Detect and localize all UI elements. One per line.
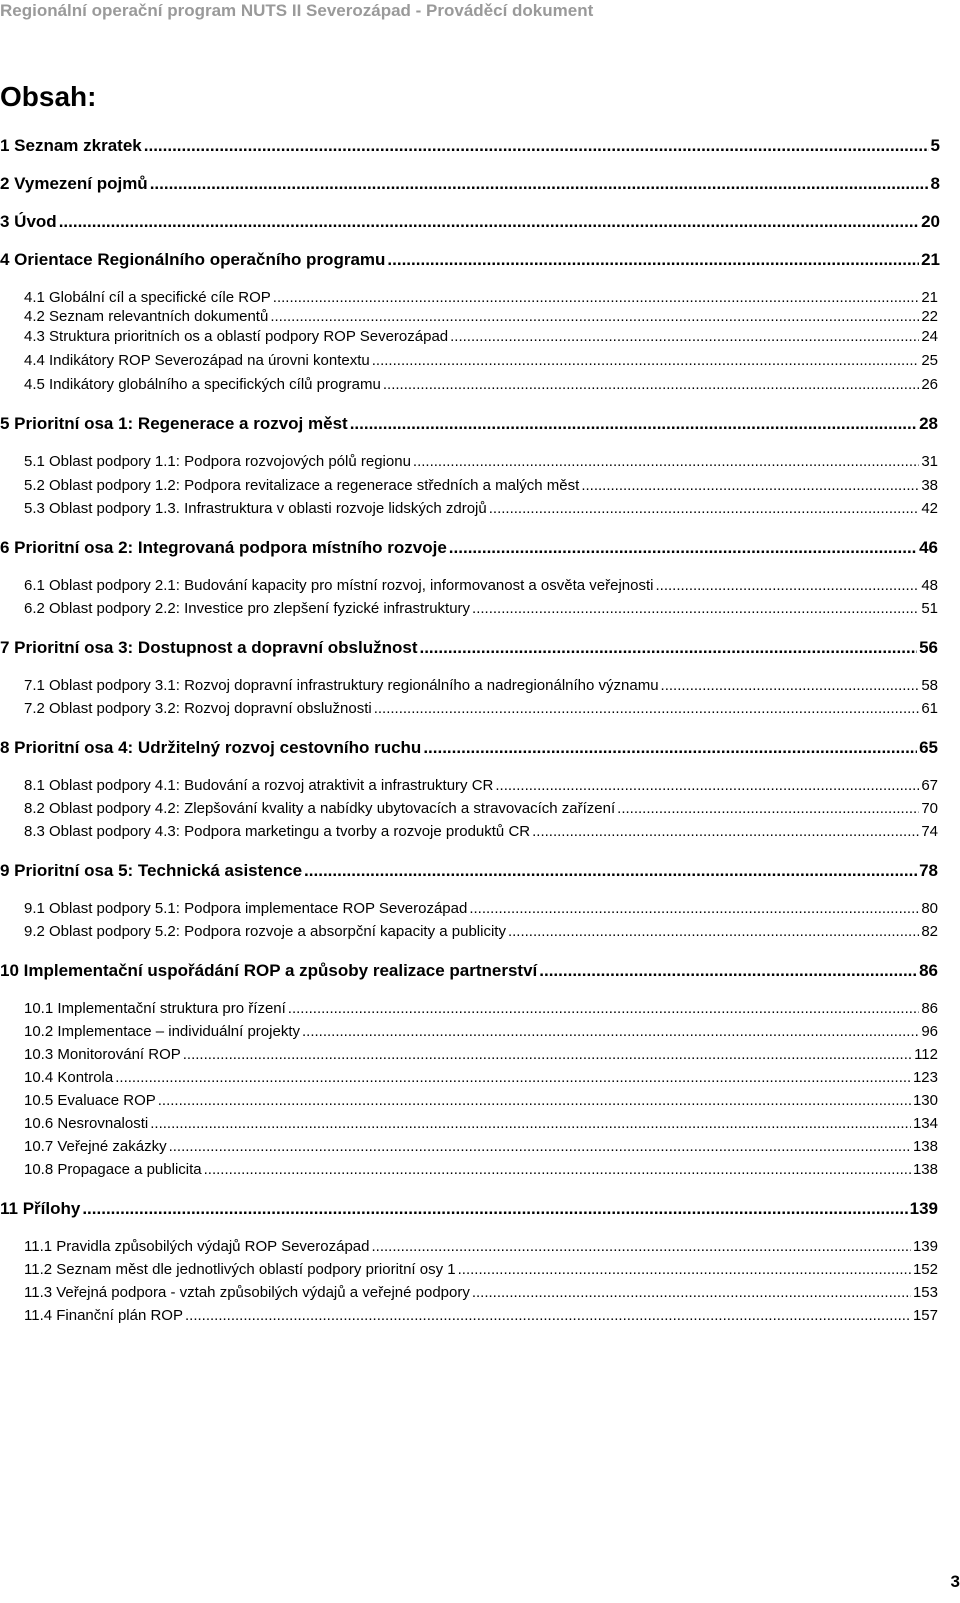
toc-entry[interactable] [24,308,938,325]
toc-leader-dots [423,738,917,758]
toc-leader-dots [387,250,919,270]
toc-leader-dots [374,700,920,717]
toc-entry[interactable] [24,923,938,940]
toc-entry[interactable] [24,1138,938,1155]
toc-entry-page: 22 [921,308,938,325]
toc-entry-page: 138 [912,1138,938,1155]
toc-entry-label: 6.1 Oblast podpory 2.1: Budování kapacity pro místní rozvoj, informovanost a osvěta veřejnosti [24,577,654,594]
toc-entry-label: 5.2 Oblast podpory 1.2: Podpora revitalizace a regenerace středních a malých měst [24,477,580,494]
toc-entry-label: 10 Implementační uspořádání ROP a způsoby realizace partnerství [0,961,538,980]
toc-leader-dots [489,500,920,517]
page-number: 3 [950,1572,960,1591]
toc-entry-page: 25 [921,352,938,369]
toc-entry[interactable] [24,1069,938,1086]
toc-entry-page: 138 [912,1161,938,1178]
toc-entry-label: 10.6 Nesrovnalosti [24,1115,149,1132]
toc-entry-page: 74 [921,823,938,840]
toc-leader-dots [383,376,919,393]
toc-entry[interactable] [0,638,938,658]
toc-leader-dots [539,961,917,981]
toc-entry-page: 86 [921,1000,938,1017]
toc-leader-dots [656,577,920,594]
toc-entry[interactable] [24,1046,938,1063]
toc-entry-page: 152 [912,1261,938,1278]
toc-entry[interactable] [24,1092,938,1109]
toc-leader-dots [144,136,929,156]
toc-entry-page: 67 [921,777,938,794]
toc-entry-page: 80 [921,900,938,917]
toc-entry-page: 96 [921,1023,938,1040]
toc-leader-dots [372,352,920,369]
toc-leader-dots [472,600,919,617]
toc-leader-dots [458,1261,911,1278]
toc-leader-dots [472,1284,911,1301]
toc-entry-page: 42 [921,500,938,517]
toc-entry-page: 46 [919,538,938,557]
toc-entry[interactable] [24,600,938,617]
toc-entry-page: 130 [912,1092,938,1109]
toc-entry[interactable] [0,861,938,881]
toc-entry-page: 82 [921,923,938,940]
toc-entry-label: 10.8 Propagace a publicita [24,1161,202,1178]
toc-entry-page: 28 [919,414,938,433]
toc-entry[interactable] [0,1199,938,1219]
toc-entry-label: 2 Vymezení pojmů [0,174,148,193]
toc-entry[interactable] [24,1023,938,1040]
toc-leader-dots [508,923,919,940]
toc-entry-label: 4.4 Indikátory ROP Severozápad na úrovni kontextu [24,352,370,369]
toc-entry[interactable] [24,376,938,393]
toc-entry-label: 4.2 Seznam relevantních dokumentů [24,308,269,325]
toc-entry-label: 4 Orientace Regionálního operačního programu [0,250,386,269]
toc-entry-page: 153 [912,1284,938,1301]
toc-entry-page: 31 [921,453,938,470]
toc-entry-label: 5 Prioritní osa 1: Regenerace a rozvoj měst [0,414,348,433]
toc-leader-dots [185,1307,911,1324]
toc-entry[interactable] [0,738,938,758]
toc-leader-dots [59,212,919,232]
toc-entry[interactable] [24,800,938,817]
toc-entry[interactable] [0,538,938,558]
toc-leader-dots [270,308,919,325]
toc-entry[interactable] [24,1284,938,1301]
toc-leader-dots [495,777,919,794]
toc-leader-dots [450,328,919,345]
toc-leader-dots [532,823,919,840]
toc-entry-label: 7 Prioritní osa 3: Dostupnost a dopravní obslužnost [0,638,418,657]
toc-leader-dots [304,861,917,881]
toc-entry[interactable] [24,677,938,694]
toc-leader-dots [150,1115,911,1132]
toc-leader-dots [82,1199,907,1219]
toc-entry[interactable] [24,777,938,794]
toc-entry-label: 5.1 Oblast podpory 1.1: Podpora rozvojových pólů regionu [24,453,411,470]
toc-entry[interactable] [24,453,938,470]
toc-entry-label: 11.4 Finanční plán ROP [24,1307,183,1324]
toc-entry-label: 7.2 Oblast podpory 3.2: Rozvoj dopravní obslužnosti [24,700,372,717]
toc-leader-dots [419,638,917,658]
toc-leader-dots [371,1238,910,1255]
toc-entry-label: 11.1 Pravidla způsobilých výdajů ROP Severozápad [24,1238,370,1255]
toc-entry-label: 6 Prioritní osa 2: Integrovaná podpora místního rozvoje [0,538,447,557]
toc-entry-label: 9 Prioritní osa 5: Technická asistence [0,861,303,880]
toc-entry-page: 58 [921,677,938,694]
toc-entry[interactable] [24,352,938,369]
toc-leader-dots [158,1092,911,1109]
toc-entry-page: 56 [919,638,938,657]
toc-entry[interactable] [0,212,940,232]
toc-entry-label: 6.2 Oblast podpory 2.2: Investice pro zlepšení fyzické infrastruktury [24,600,471,617]
toc-entry[interactable] [24,1307,938,1324]
toc-entry-label: 8 Prioritní osa 4: Udržitelný rozvoj cestovního ruchu [0,738,422,757]
toc-entry-page: 157 [912,1307,938,1324]
toc-entry[interactable] [24,1238,938,1255]
toc-entry[interactable] [24,328,938,345]
toc-entry-label: 10.2 Implementace – individuální projekty [24,1023,300,1040]
toc-leader-dots [350,414,917,434]
toc-entry-label: 10.7 Veřejné zakázky [24,1138,167,1155]
toc-entry-label: 1 Seznam zkratek [0,136,142,155]
toc-entry-page: 139 [909,1199,938,1218]
toc-entry[interactable] [0,174,940,194]
document-header: Regionální operační program NUTS II Severozápad - Prováděcí dokument [0,1,594,20]
toc-entry[interactable] [24,500,938,517]
toc-leader-dots [115,1069,911,1086]
toc-entry-label: 10.1 Implementační struktura pro řízení [24,1000,286,1017]
toc-leader-dots [661,677,920,694]
toc-leader-dots [169,1138,911,1155]
toc-title: Obsah: [0,81,97,112]
toc-entry-page: 21 [921,250,940,269]
toc-entry-label: 9.1 Oblast podpory 5.1: Podpora implementace ROP Severozápad [24,900,468,917]
toc-entry-label: 3 Úvod [0,212,57,231]
toc-entry-page: 5 [930,136,940,155]
toc-leader-dots [581,477,919,494]
toc-leader-dots [150,174,929,194]
toc-entry-page: 8 [930,174,940,193]
toc-leader-dots [204,1161,911,1178]
toc-entry-page: 21 [921,289,938,306]
toc-entry[interactable] [24,1115,938,1132]
toc-leader-dots [288,1000,920,1017]
toc-entry-label: 5.3 Oblast podpory 1.3. Infrastruktura v oblasti rozvoje lidských zdrojů [24,500,487,517]
toc-entry-page: 20 [921,212,940,231]
toc-entry-page: 123 [912,1069,938,1086]
toc-entry-page: 134 [912,1115,938,1132]
toc-entry[interactable] [24,477,938,494]
toc-entry[interactable] [0,250,940,270]
toc-entry-label: 10.4 Kontrola [24,1069,114,1086]
toc-entry-page: 48 [921,577,938,594]
toc-entry[interactable] [0,961,938,981]
toc-entry-label: 4.1 Globální cíl a specifické cíle ROP [24,289,271,306]
toc-entry-page: 61 [921,700,938,717]
toc-entry-label: 11.3 Veřejná podpora - vztah způsobilých výdajů a veřejné podpory [24,1284,470,1301]
toc-entry-label: 4.3 Struktura prioritních os a oblastí podpory ROP Severozápad [24,328,449,345]
toc-entry-page: 70 [921,800,938,817]
toc-entry-page: 24 [921,328,938,345]
toc-leader-dots [413,453,919,470]
toc-leader-dots [469,900,919,917]
toc-entry-page: 86 [919,961,938,980]
toc-leader-dots [617,800,919,817]
toc-entry[interactable] [24,1261,938,1278]
toc-entry-label: 10.3 Monitorování ROP [24,1046,181,1063]
toc-entry[interactable] [24,289,938,306]
toc-entry-page: 51 [921,600,938,617]
toc-entry-label: 8.3 Oblast podpory 4.3: Podpora marketingu a tvorby a rozvoje produktů CR [24,823,531,840]
toc-entry[interactable] [24,1161,938,1178]
toc-entry[interactable] [24,823,938,840]
toc-entry[interactable] [24,900,938,917]
toc-entry-page: 26 [921,376,938,393]
toc-entry-label: 10.5 Evaluace ROP [24,1092,156,1109]
toc-entry-label: 7.1 Oblast podpory 3.1: Rozvoj dopravní infrastruktury regionálního a nadregionálního významu [24,677,659,694]
toc-entry-page: 78 [919,861,938,880]
toc-leader-dots [183,1046,912,1063]
toc-leader-dots [302,1023,919,1040]
toc-entry[interactable] [24,577,938,594]
toc-entry-label: 4.5 Indikátory globálního a specifických cílů programu [24,376,381,393]
toc-entry-page: 139 [912,1238,938,1255]
toc-entry-label: 9.2 Oblast podpory 5.2: Podpora rozvoje a absorpční kapacity a publicity [24,923,506,940]
toc-leader-dots [449,538,917,558]
toc-entry-label: 8.1 Oblast podpory 4.1: Budování a rozvoj atraktivit a infrastruktury CR [24,777,494,794]
toc-entry[interactable] [0,136,940,156]
toc-entry-page: 65 [919,738,938,757]
toc-entry-label: 8.2 Oblast podpory 4.2: Zlepšování kvality a nabídky ubytovacích a stravovacích zařízení [24,800,616,817]
toc-entry-page: 112 [914,1046,938,1063]
toc-entry[interactable] [24,700,938,717]
toc-entry-label: 11 Přílohy [0,1199,81,1218]
toc-entry[interactable] [0,414,938,434]
toc-leader-dots [273,289,920,306]
toc-entry-page: 38 [921,477,938,494]
toc-entry[interactable] [24,1000,938,1017]
toc-entry-label: 11.2 Seznam měst dle jednotlivých oblastí podpory prioritní osy 1 [24,1261,456,1278]
